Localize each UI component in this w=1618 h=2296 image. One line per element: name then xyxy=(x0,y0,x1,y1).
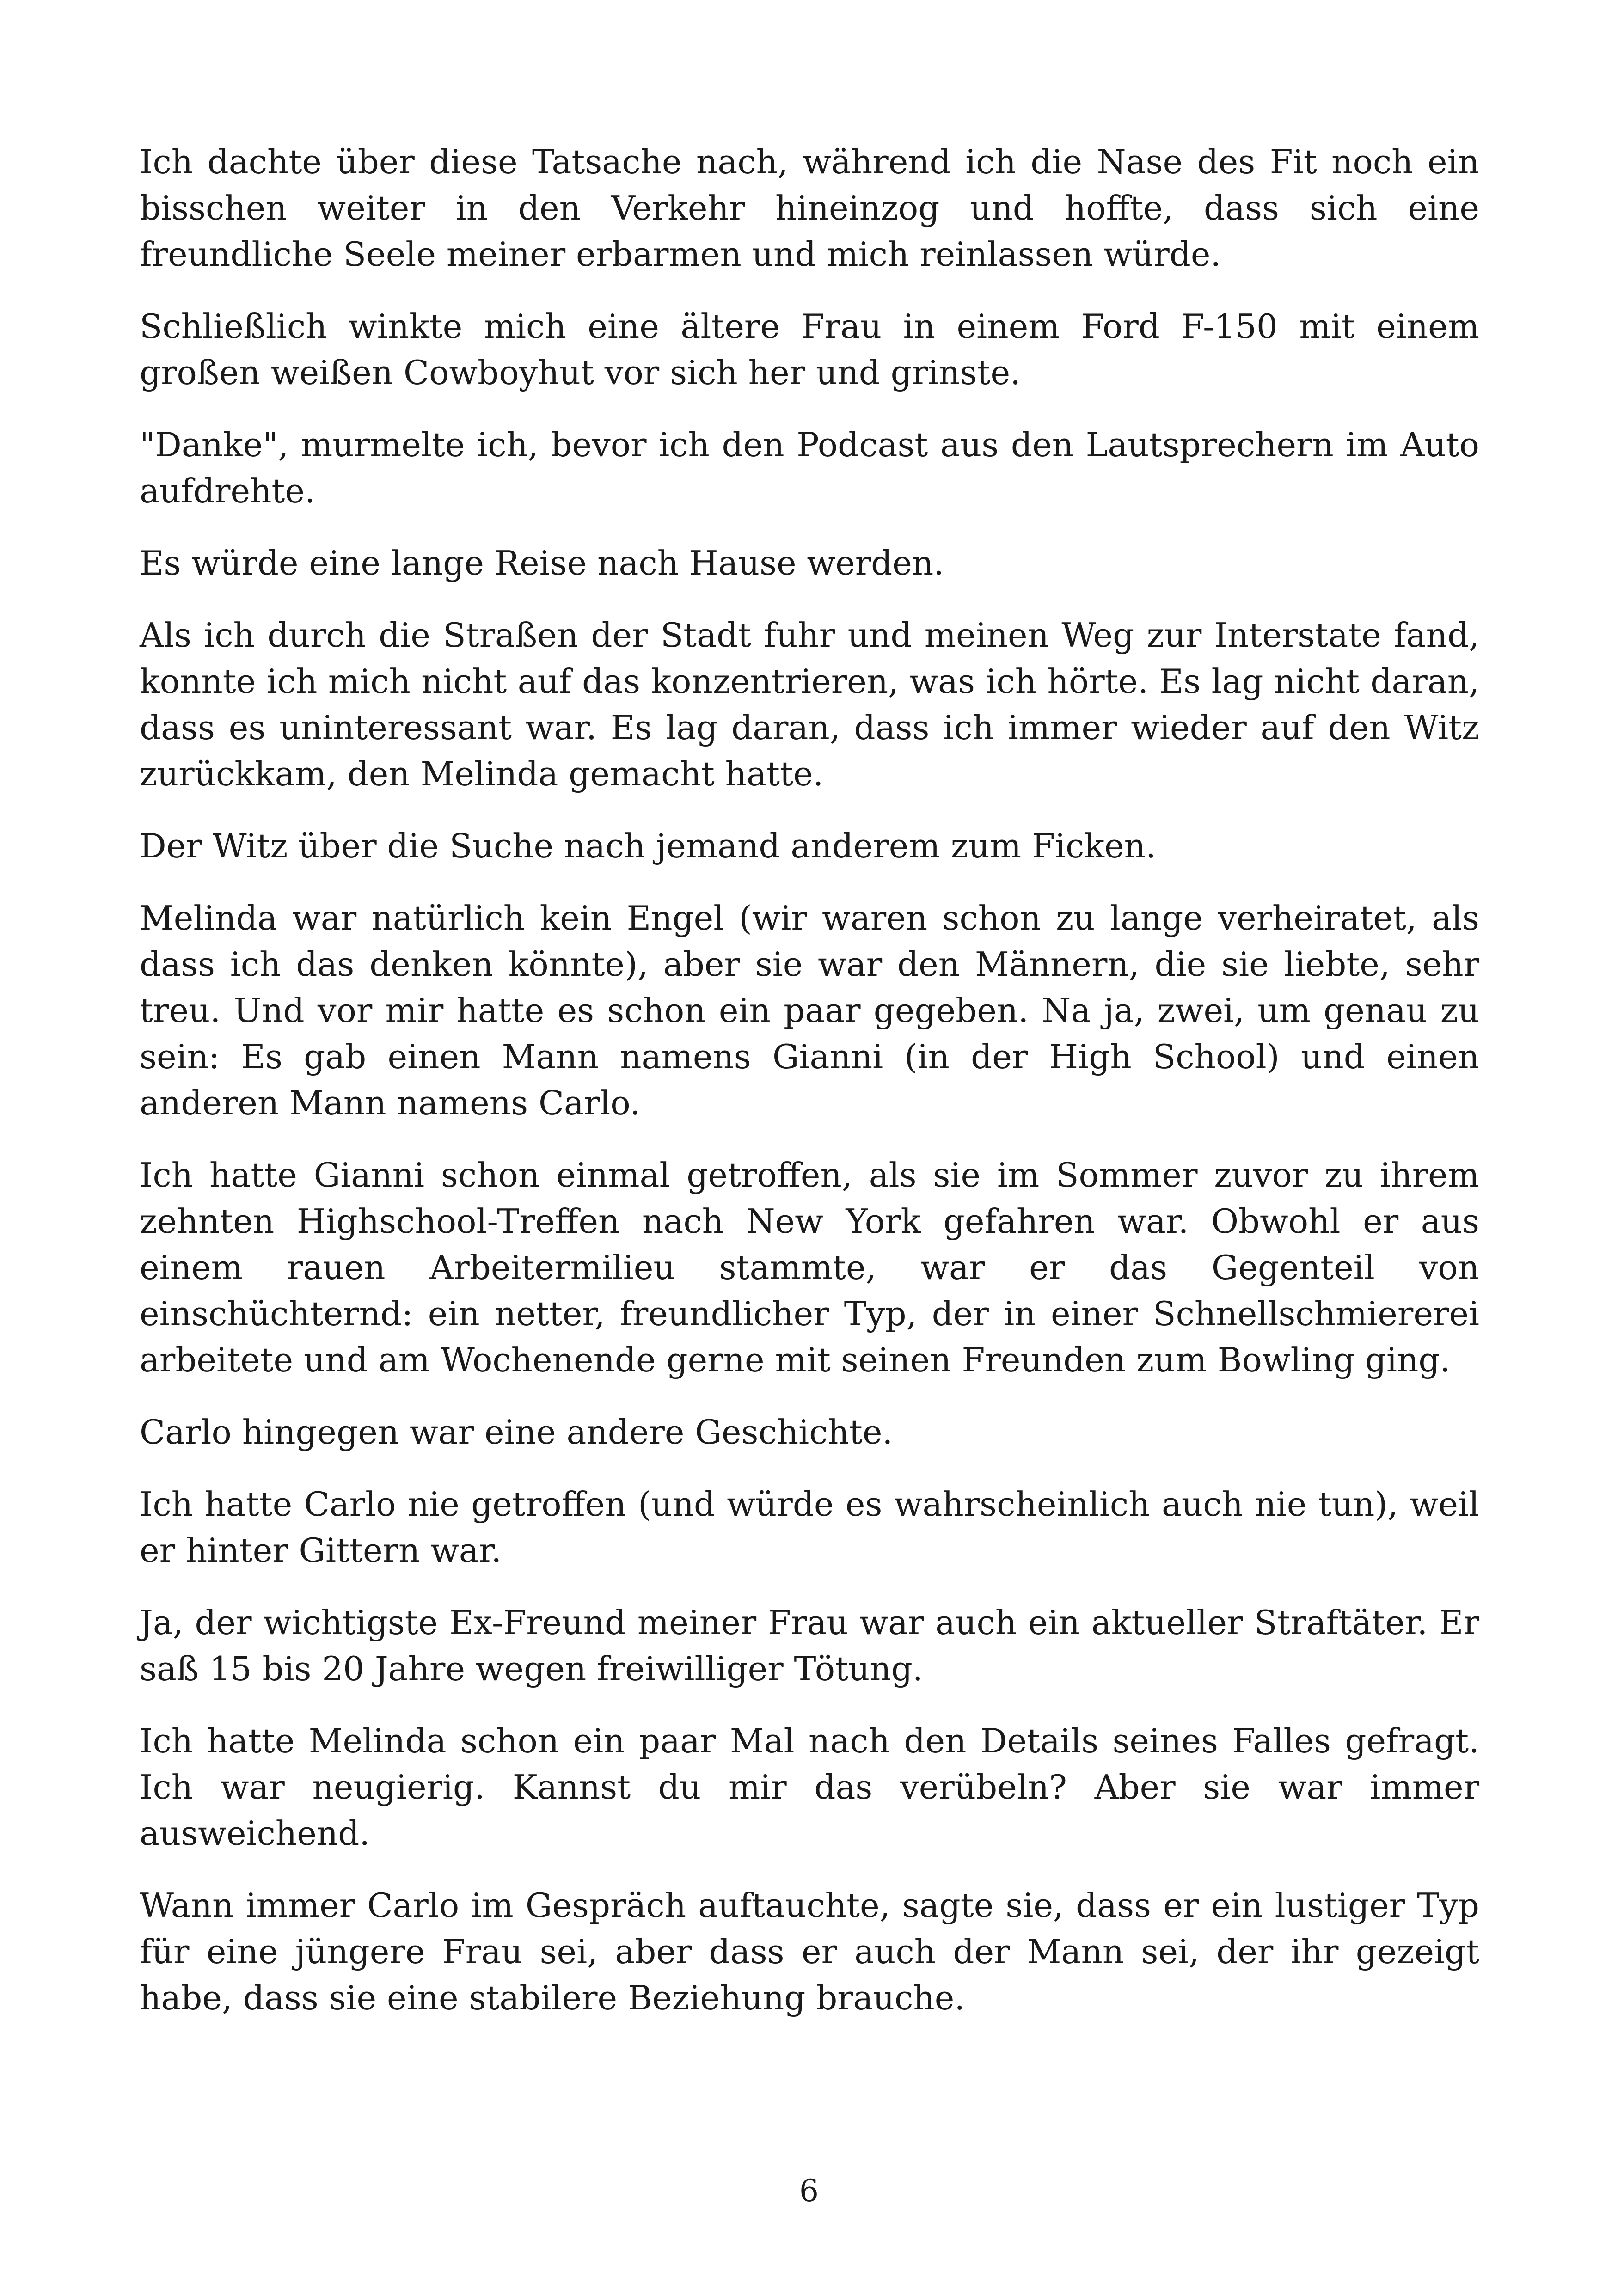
paragraph-12: Ich hatte Melinda schon ein paar Mal nach den Details seines Falles gefragt. Ich war neugierig. Kannst du mir das verübeln? Aber sie war immer ausweichend. xyxy=(140,1721,1479,1853)
paragraph-5: Als ich durch die Straßen der Stadt fuhr und meinen Weg zur Interstate fand, konnte ich mich nicht auf das konzentrieren, was ich hörte. Es lag nicht daran, dass es uninteressant war. Es lag daran, dass ich immer wieder auf den Witz zurückkam, den Melinda gemacht hatte. xyxy=(140,616,1479,793)
paragraph-2: Schließlich winkte mich eine ältere Frau in einem Ford F-150 mit einem großen weißen Cowboyhut vor sich her und grinste. xyxy=(140,307,1479,392)
paragraph-6: Der Witz über die Suche nach jemand anderem zum Ficken. xyxy=(140,827,1156,865)
paragraph-4: Es würde eine lange Reise nach Hause werden. xyxy=(140,544,944,582)
paragraph-13: Wann immer Carlo im Gespräch auftauchte, sagte sie, dass er ein lustiger Typ für eine jüngere Frau sei, aber dass er auch der Mann sei, der ihr gezeigt habe, dass sie eine stabilere Beziehung brauche. xyxy=(140,1886,1479,2017)
page-number: 6 xyxy=(799,2173,819,2209)
paragraph-11: Ja, der wichtigste Ex-Freund meiner Frau war auch ein aktueller Straftäter. Er saß 15 bis 20 Jahre wegen freiwilliger Tötung. xyxy=(140,1603,1479,1688)
paragraph-8: Ich hatte Gianni schon einmal getroffen, als sie im Sommer zuvor zu ihrem zehnten Highschool-Treffen nach New York gefahren war. Obwohl er aus einem rauen Arbeitermilieu stammte, war er das Gegenteil von einschüchternd: ein netter, freundlicher Typ, der in einer Schnellschmiererei arbeitete und am Wochenende gerne mit seinen Freunden zum Bowling ging. xyxy=(140,1156,1479,1379)
paragraph-7: Melinda war natürlich kein Engel (wir waren schon zu lange verheiratet, als dass ich das denken könnte), aber sie war den Männern, die sie liebte, sehr treu. Und vor mir hatte es schon ein paar gegeben. Na ja, zwei, um genau zu sein: Es gab einen Mann namens Gianni (in der High School) und einen anderen Mann namens Carlo. xyxy=(140,899,1479,1122)
paragraph-3: "Danke", murmelte ich, bevor ich den Podcast aus den Lautsprechern im Auto aufdrehte. xyxy=(140,425,1479,510)
paragraph-9: Carlo hingegen war eine andere Geschichte. xyxy=(140,1413,893,1451)
paragraph-10: Ich hatte Carlo nie getroffen (und würde es wahrscheinlich auch nie tun), weil er hinter Gittern war. xyxy=(140,1485,1479,1570)
paragraph-1: Ich dachte über diese Tatsache nach, während ich die Nase des Fit noch ein bisschen weiter in den Verkehr hineinzog und hoffte, dass sich eine freundliche Seele meiner erbarmen und mich reinlassen würde. xyxy=(140,142,1479,274)
page-body xyxy=(140,139,1479,2047)
